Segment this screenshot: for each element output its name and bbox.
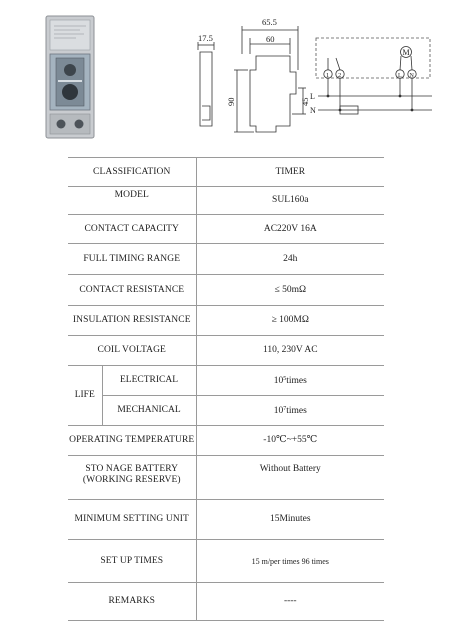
row-label: REMARKS xyxy=(68,583,196,621)
table-row xyxy=(68,396,384,426)
table-row xyxy=(68,456,384,500)
row-label: CLASSIFICATION xyxy=(68,158,196,187)
row-label xyxy=(68,456,196,500)
row-value xyxy=(196,366,384,396)
table-row xyxy=(68,275,384,306)
product-illustrations xyxy=(0,0,451,150)
timer-device-image xyxy=(40,14,100,140)
table-row xyxy=(68,244,384,275)
dimension-drawing xyxy=(190,14,310,144)
table-row xyxy=(68,500,384,540)
row-value: 24h xyxy=(196,244,384,275)
row-label: SET UP TIMES xyxy=(68,540,196,583)
row-value: SUL160a xyxy=(196,187,384,215)
row-value: -10℃~+55℃ xyxy=(196,426,384,456)
dim-total-width: 65.5 xyxy=(262,17,277,27)
dim-height: 90 xyxy=(226,97,236,106)
motor-label: M xyxy=(402,48,410,57)
row-label: ELECTRICAL xyxy=(102,366,196,396)
value-unit: times xyxy=(286,376,307,386)
row-label-line-2: (WORKING RESERVE) xyxy=(82,475,181,485)
line-l-label: L xyxy=(310,92,315,101)
dim-body-height: 45 xyxy=(300,97,310,106)
row-label: CONTACT RESISTANCE xyxy=(68,275,196,306)
row-value: TIMER xyxy=(196,158,384,187)
table-row xyxy=(68,158,384,187)
table-row xyxy=(68,366,384,396)
row-value: ≤ 50mΩ xyxy=(196,275,384,306)
value-base: 10 xyxy=(273,376,284,386)
row-label: INSULATION RESISTANCE xyxy=(68,306,196,336)
table-row xyxy=(68,426,384,456)
row-label: MINIMUM SETTING UNIT xyxy=(68,500,196,540)
table-row xyxy=(68,336,384,366)
row-label: MECHANICAL xyxy=(102,396,196,426)
row-value: ---- xyxy=(196,583,384,621)
row-label: FULL TIMING RANGE xyxy=(68,244,196,275)
table-row xyxy=(68,215,384,244)
value-exponent: 5 xyxy=(283,376,287,382)
value-base: 10 xyxy=(273,406,284,416)
terminal-l-label: L xyxy=(398,73,402,79)
terminal-n-label: N xyxy=(409,73,414,79)
specifications-table xyxy=(68,157,384,621)
table-row xyxy=(68,187,384,215)
row-label-line-1: STO NAGE BATTERY xyxy=(85,464,179,474)
row-label: CONTACT CAPACITY xyxy=(68,215,196,244)
value-unit: times xyxy=(286,406,307,416)
line-n-label: N xyxy=(310,106,316,115)
dim-inner-width: 60 xyxy=(266,34,275,44)
table-row xyxy=(68,540,384,583)
life-group-label: LIFE xyxy=(68,366,102,426)
terminal-1-label: 1 xyxy=(326,72,330,79)
row-value: ≥ 100MΩ xyxy=(196,306,384,336)
row-value: Without Battery xyxy=(196,456,384,500)
value-exponent: 7 xyxy=(283,406,287,412)
row-label: COIL VOLTAGE xyxy=(68,336,196,366)
row-value xyxy=(196,396,384,426)
row-value: 15Minutes xyxy=(196,500,384,540)
row-label: MODEL xyxy=(68,187,196,215)
table-row xyxy=(68,583,384,621)
row-value: 110, 230V AC xyxy=(196,336,384,366)
row-value: 15 m/per times 96 times xyxy=(196,540,384,583)
terminal-2-label: 2 xyxy=(338,72,342,79)
wiring-diagram xyxy=(310,34,435,124)
row-value: AC220V 16A xyxy=(196,215,384,244)
row-label: OPERATING TEMPERATURE xyxy=(68,426,196,456)
dim-side-width: 17.5 xyxy=(198,33,213,43)
table-row xyxy=(68,306,384,336)
